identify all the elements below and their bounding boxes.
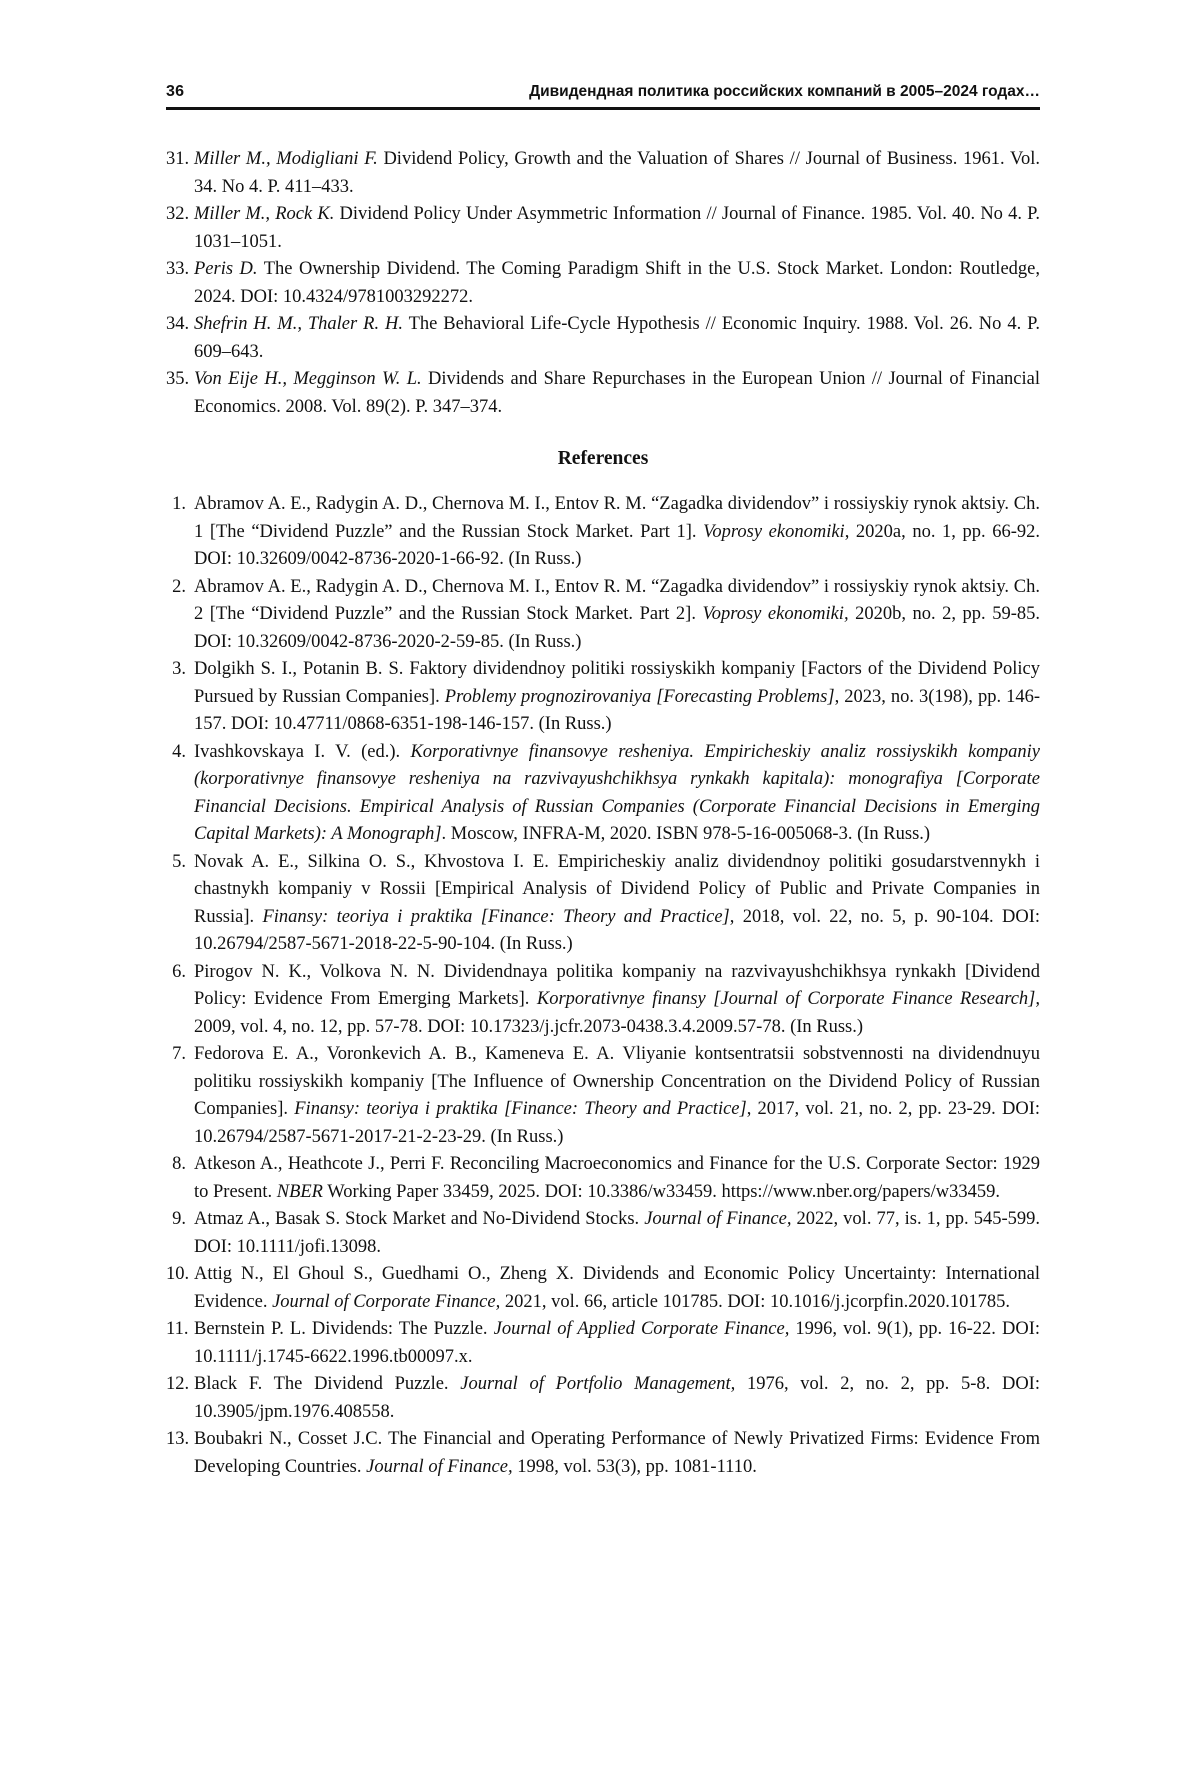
running-title: Дивидендная политика российских компаний в 2005–2024 годах… — [529, 83, 1040, 100]
references-list — [166, 491, 1040, 1481]
reference-text: Fedorova E. A., Voronkevich A. B., Kameneva E. A. Vliyanie kontsentratsii sobstvennosti na dividendnuyu politiku rossiyskikh kompaniy [The Influence of Ownership Concentration on the Dividend Policy of Russian Companies]. Finansy: teoriya i praktika [Finance: Theory and Practice], 2017, vol. 21, no. 2, pp. 23-29. DOI: 10.26794/2587-5671-2017-21-2-23-29. (In Russ.) — [194, 1044, 1041, 1147]
reference-number: 9. — [172, 1209, 186, 1229]
reference-text: Miller M., Modigliani F. Dividend Policy, Growth and the Valuation of Shares // Journal of Business. 1961. Vol. 34. No 4. P. 411–433. — [194, 149, 1040, 197]
reference-item — [166, 256, 1040, 311]
bibliography-continued — [166, 146, 1040, 421]
reference-text: Black F. The Dividend Puzzle. Journal of Portfolio Management, 1976, vol. 2, no. 2, pp. 5-8. DOI: 10.3905/jpm.1976.408558. — [194, 1374, 1040, 1422]
reference-text: Shefrin H. M., Thaler R. H. The Behavioral Life-Cycle Hypothesis // Economic Inquiry. 1988. Vol. 26. No 4. P. 609–643. — [194, 314, 1040, 362]
reference-number: 1. — [172, 494, 186, 514]
reference-item — [166, 146, 1040, 201]
reference-item — [166, 1426, 1040, 1481]
reference-item — [166, 1206, 1040, 1261]
reference-number: 34. — [166, 314, 190, 334]
reference-text: Ivashkovskaya I. V. (ed.). Korporativnye finansovye resheniya. Empiricheskiy analiz rossiyskikh kompaniy (korporativnye finansovye resheniya na razvivayushchikhsya rynkakh kapitala): monografiya [Corporate Financial Decisions. Empirical Analysis of Russian Companies (Corporate Financial Decisions in Emerging Capital Markets): A Monograph]. Moscow, INFRA-M, 2020. ISBN 978-5-16-005068-3. (In Russ.) — [194, 741, 1040, 844]
reference-number: 32. — [166, 204, 190, 224]
reference-number: 7. — [172, 1044, 186, 1064]
reference-number: 2. — [172, 576, 186, 597]
reference-number: 5. — [172, 851, 186, 872]
reference-text: Novak A. E., Silkina O. S., Khvostova I. E. Empiricheskiy analiz dividendnoy politiki gosudarstvennykh i chastnykh kompaniy v Rossii [Empirical Analysis of Dividend Policy of Public and Private Companies in Russia]. Finansy: teoriya i praktika [Finance: Theory and Practice], 2018, vol. 22, no. 5, p. 90-104. DOI: 10.26794/2587-5671-2018-22-5-90-104. (In Russ.) — [194, 851, 1041, 954]
reference-item — [166, 1316, 1040, 1371]
reference-number: 35. — [166, 369, 190, 389]
reference-item — [166, 574, 1040, 657]
reference-text: Peris D. The Ownership Dividend. The Coming Paradigm Shift in the U.S. Stock Market. London: Routledge, 2024. DOI: 10.4324/9781003292272. — [194, 259, 1040, 307]
reference-number: 12. — [166, 1374, 190, 1394]
reference-item — [166, 201, 1040, 256]
reference-text: Abramov A. E., Radygin A. D., Chernova M. I., Entov R. M. “Zagadka dividendov” i rossiyskiy rynok aktsiy. Ch. 1 [The “Dividend Puzzle” and the Russian Stock Market. Part 1]. Voprosy ekonomiki, 2020a, no. 1, pp. 66-92. DOI: 10.32609/0042-8736-2020-1-66-92. (In Russ.) — [194, 494, 1041, 569]
reference-text: Von Eije H., Megginson W. L. Dividends and Share Repurchases in the European Union // Journal of Financial Economics. 2008. Vol. 89(2). P. 347–374. — [194, 369, 1040, 417]
page-number: 36 — [166, 83, 185, 100]
reference-item — [166, 1261, 1040, 1316]
reference-item — [166, 1151, 1040, 1206]
reference-number: 6. — [172, 961, 186, 982]
reference-item — [166, 1371, 1040, 1426]
reference-number: 11. — [166, 1319, 189, 1339]
reference-item — [166, 491, 1040, 574]
reference-text: Atkeson A., Heathcote J., Perri F. Reconciling Macroeconomics and Finance for the U.S. Corporate Sector: 1929 to Present. NBER Working Paper 33459, 2025. DOI: 10.3386/w33459. https://www.nber.org/papers/w33459. — [194, 1154, 1040, 1202]
reference-text: Boubakri N., Cosset J.C. The Financial and Operating Performance of Newly Privatized Firms: Evidence From Developing Countries. Journal of Finance, 1998, vol. 53(3), pp. 1081-1110. — [194, 1429, 1040, 1477]
reference-number: 3. — [172, 659, 186, 679]
reference-item — [166, 739, 1040, 849]
reference-text: Abramov A. E., Radygin A. D., Chernova M. I., Entov R. M. “Zagadka dividendov” i rossiyskiy rynok aktsiy. Ch. 2 [The “Dividend Puzzle” and the Russian Stock Market. Part 2]. Voprosy ekonomiki, 2020b, no. 2, pp. 59-85. DOI: 10.32609/0042-8736-2020-2-59-85. (In Russ.) — [194, 576, 1040, 652]
reference-number: 33. — [166, 259, 190, 279]
reference-text: Pirogov N. K., Volkova N. N. Dividendnaya politika kompaniy na razvivayushchikhsya rynkakh [Dividend Policy: Evidence From Emerging Markets]. Korporativnye finansy [Journal of Corporate Finance Research], 2009, vol. 4, no. 12, pp. 57-78. DOI: 10.17323/j.jcfr.2073-0438.3.4.2009.57-78. (In Russ.) — [194, 961, 1041, 1037]
reference-item — [166, 366, 1040, 421]
reference-number: 31. — [166, 149, 190, 169]
reference-item — [166, 959, 1040, 1042]
reference-text: Atmaz A., Basak S. Stock Market and No-Dividend Stocks. Journal of Finance, 2022, vol. 77, is. 1, pp. 545-599. DOI: 10.1111/jofi.13098. — [194, 1209, 1041, 1257]
reference-text: Bernstein P. L. Dividends: The Puzzle. Journal of Applied Corporate Finance, 1996, vol. 9(1), pp. 16-22. DOI: 10.1111/j.1745-6622.1996.tb00097.x. — [194, 1319, 1040, 1367]
reference-item — [166, 656, 1040, 739]
references-heading: References — [557, 448, 649, 469]
reference-text: Dolgikh S. I., Potanin B. S. Faktory dividendnoy politiki rossiyskikh kompaniy [Factors of the Dividend Policy Pursued by Russian Companies]. Problemy prognozirovaniya [Forecasting Problems], 2023, no. 3(198), pp. 146-157. DOI: 10.47711/0868-6351-198-146-157. (In Russ.) — [194, 659, 1040, 734]
reference-item — [166, 311, 1040, 366]
reference-text: Miller M., Rock K. Dividend Policy Under Asymmetric Information // Journal of Finance. 1985. Vol. 40. No 4. P. 1031–1051. — [194, 204, 1040, 252]
running-header — [166, 82, 1040, 110]
reference-text: Attig N., El Ghoul S., Guedhami O., Zheng X. Dividends and Economic Policy Uncertainty: International Evidence. Journal of Corporate Finance, 2021, vol. 66, article 101785. DOI: 10.1016/j.jcorpfin.2020.101785. — [194, 1264, 1040, 1312]
reference-number: 8. — [172, 1154, 186, 1174]
reference-number: 10. — [166, 1264, 190, 1284]
reference-item — [166, 1041, 1040, 1151]
reference-number: 13. — [166, 1429, 190, 1449]
reference-number: 4. — [172, 741, 186, 762]
reference-item — [166, 849, 1040, 959]
